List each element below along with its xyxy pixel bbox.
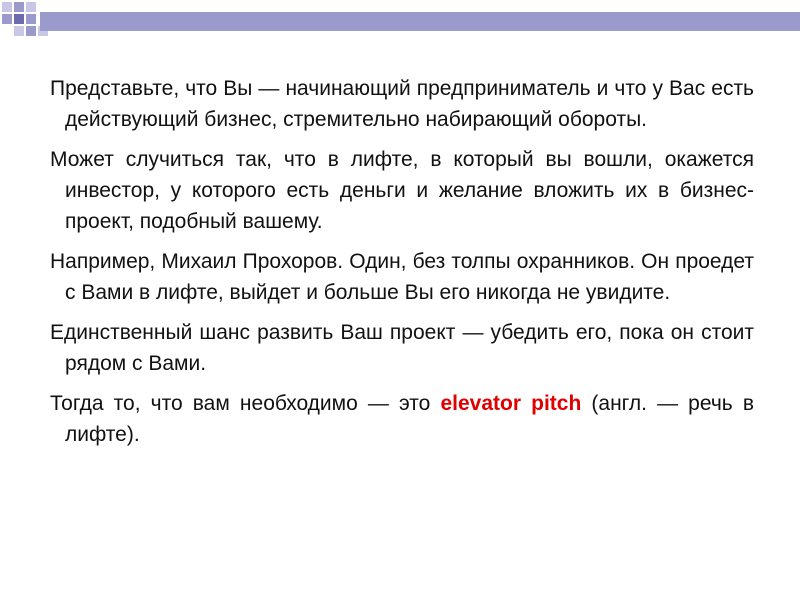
paragraph-example: Например, Михаил Прохоров. Один, без толпы охранников. Он проедет с Вами в лифте, выйдет и больше Вы его никогда не увидите. [50,250,754,304]
paragraph-investor: Может случиться так, что в лифте, в который вы вошли, окажется инвестор, у которого есть деньги и желание вложить их в бизнес-проект, подобный вашему. [50,148,754,233]
conclusion-text-before: Тогда то, что вам необходимо — это [50,392,441,415]
paragraph-intro: Представьте, что Вы — начинающий предприниматель и что у Вас есть действующий бизнес, стремительно набирающий обороты. [50,77,754,131]
deco-square [2,14,12,24]
paragraph-conclusion [50,388,754,450]
conclusion-text-after: (англ. — речь в лифте). [65,392,754,446]
header-decoration [0,0,800,40]
header-bar [40,12,800,31]
slide-body [50,73,754,459]
deco-square [26,14,36,24]
deco-square [26,26,36,36]
paragraph-chance: Единственный шанс развить Ваш проект — убедить его, пока он стоит рядом с Вами. [50,321,754,375]
deco-square [26,2,36,12]
deco-square [2,2,12,12]
deco-square [14,2,24,12]
deco-square [14,14,24,24]
deco-square [14,26,24,36]
elevator-pitch-highlight: elevator pitch [440,392,582,415]
